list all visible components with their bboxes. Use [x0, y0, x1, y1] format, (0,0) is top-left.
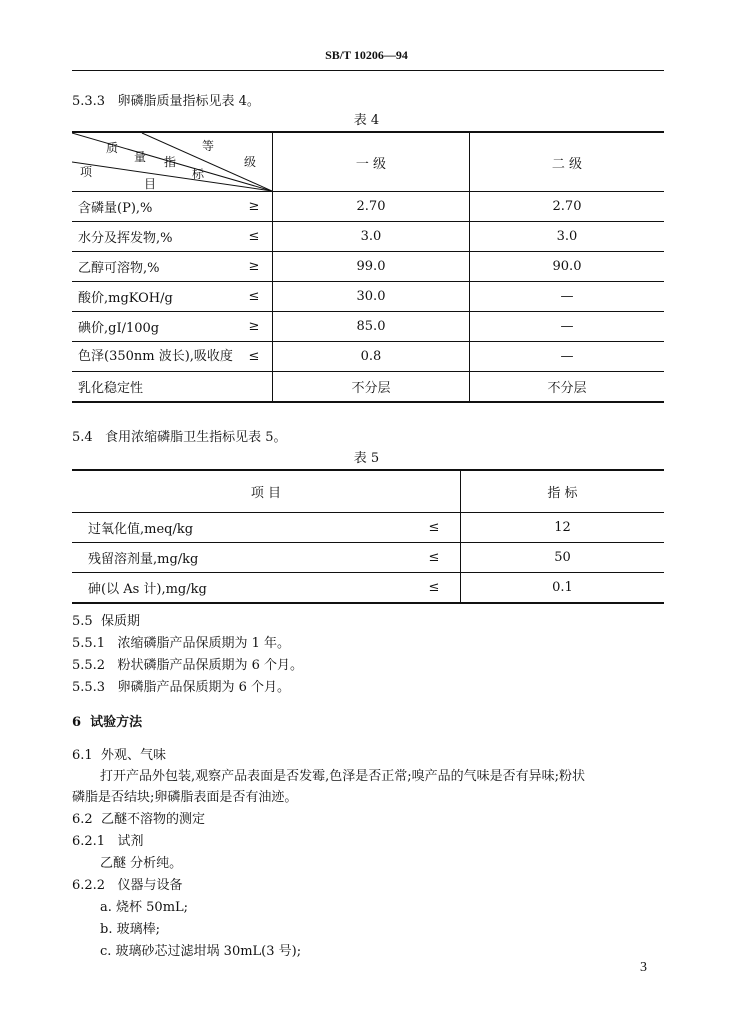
section-number: 6.2.1	[72, 834, 106, 849]
section-text: 卵磷脂质量指标见表 4。	[117, 94, 260, 109]
section-text: 浓缩磷脂产品保质期为 1 年。	[117, 636, 291, 651]
row-item: 过氧化值,meq/kg	[72, 513, 408, 543]
section-text: 卵磷脂产品保质期为 6 个月。	[117, 680, 291, 695]
row-item: 水分及挥发物,%	[72, 222, 236, 252]
table-row	[72, 513, 664, 543]
paragraph-line: 磷脂是否结块;卵磷脂表面是否有油迹。	[72, 790, 298, 805]
list-item: b. 玻璃棒;	[100, 922, 160, 937]
row-value: 50	[461, 543, 665, 573]
section-title: 仪器与设备	[117, 878, 183, 893]
row-grade-2: —	[470, 282, 665, 312]
row-sign: ≥	[236, 312, 273, 342]
table-row	[72, 573, 664, 604]
row-sign: ≤	[408, 513, 461, 543]
row-grade-1: 3.0	[273, 222, 470, 252]
column-item: 项 目	[72, 470, 461, 513]
section-title: 外观、气味	[100, 748, 166, 763]
table5-caption: 表 5	[353, 451, 380, 466]
section-title: 乙醚不溶物的测定	[100, 812, 205, 827]
row-grade-1: 85.0	[273, 312, 470, 342]
page-number: 3	[640, 960, 647, 975]
row-sign	[236, 372, 273, 403]
head-label-grade-a: 等	[202, 139, 215, 153]
table4-caption: 表 4	[353, 113, 380, 128]
paragraph-line: 乙醚 分析纯。	[100, 856, 183, 871]
list-item: c. 玻璃砂芯过滤坩埚 30mL(3 号);	[100, 944, 302, 959]
row-grade-1: 2.70	[273, 192, 470, 222]
row-sign: ≥	[236, 192, 273, 222]
section-5-3-3	[72, 90, 260, 109]
section-number: 6.2	[72, 812, 93, 827]
section-5-4	[72, 426, 287, 445]
row-grade-1: 0.8	[273, 342, 470, 372]
head-label-quality: 质	[106, 141, 119, 155]
section-text: 粉状磷脂产品保质期为 6 个月。	[117, 658, 304, 673]
row-item: 砷(以 As 计),mg/kg	[72, 573, 408, 604]
row-grade-2: 3.0	[470, 222, 665, 252]
row-grade-1: 99.0	[273, 252, 470, 282]
section-6-2-1	[72, 830, 144, 849]
table-row	[72, 282, 664, 312]
table-row	[72, 222, 664, 252]
section-number: 5.5.1	[72, 636, 106, 651]
section-6-1	[72, 744, 166, 763]
section-number: 5.5.2	[72, 658, 106, 673]
list-item: a. 烧杯 50mL;	[100, 900, 189, 915]
row-item: 碘价,gI/100g	[72, 312, 236, 342]
row-sign: ≤	[236, 282, 273, 312]
section-number: 5.5.3	[72, 680, 106, 695]
diagonal-header-cell	[72, 132, 273, 192]
row-item: 酸价,mgKOH/g	[72, 282, 236, 312]
table-row	[72, 252, 664, 282]
row-grade-2: —	[470, 342, 665, 372]
header-rule	[72, 70, 664, 71]
column-grade-1: 一 级	[273, 132, 470, 192]
row-value: 0.1	[461, 573, 665, 604]
head-label-item-a: 项	[80, 165, 93, 179]
section-number: 6.1	[72, 748, 93, 763]
row-item: 残留溶剂量,mg/kg	[72, 543, 408, 573]
section-number: 5.5	[72, 614, 93, 629]
table-row	[72, 312, 664, 342]
row-grade-2: 不分层	[470, 372, 665, 403]
table-row	[72, 372, 664, 403]
table-row	[72, 192, 664, 222]
section-title: 试剂	[117, 834, 144, 849]
row-sign: ≤	[236, 222, 273, 252]
head-label-indicator-b: 标	[192, 167, 205, 181]
table-row	[72, 342, 664, 372]
table-header-row	[72, 132, 664, 192]
section-number: 6	[72, 715, 82, 730]
column-value: 指 标	[461, 470, 665, 513]
column-grade-2: 二 级	[470, 132, 665, 192]
section-title: 试验方法	[90, 715, 143, 730]
head-label-indicator-a: 指	[164, 155, 177, 169]
head-label-quality2: 量	[134, 150, 147, 164]
section-text: 食用浓缩磷脂卫生指标见表 5。	[105, 430, 287, 445]
section-5-5-2	[72, 654, 303, 673]
row-sign: ≤	[236, 342, 273, 372]
section-number: 5.4	[72, 430, 93, 445]
row-sign: ≤	[408, 573, 461, 604]
table-header-row	[72, 470, 664, 513]
section-6-2-2	[72, 874, 183, 893]
section-5-5-1	[72, 632, 290, 651]
section-6	[72, 711, 142, 730]
head-label-grade-b: 级	[244, 155, 257, 169]
row-grade-2: 2.70	[470, 192, 665, 222]
row-sign: ≥	[236, 252, 273, 282]
row-item: 含磷量(P),%	[72, 192, 236, 222]
table-4	[72, 131, 664, 403]
row-grade-2: 90.0	[470, 252, 665, 282]
row-item: 乙醇可溶物,%	[72, 252, 236, 282]
row-grade-2: —	[470, 312, 665, 342]
table-row	[72, 543, 664, 573]
table-5	[72, 469, 664, 604]
page-header: SB/T 10206—94	[325, 48, 408, 62]
section-number: 6.2.2	[72, 878, 106, 893]
row-sign: ≤	[408, 543, 461, 573]
section-number: 5.3.3	[72, 94, 106, 109]
head-label-item-b: 目	[144, 177, 157, 191]
section-title: 保质期	[100, 614, 140, 629]
paragraph-line: 打开产品外包装,观察产品表面是否发霉,色泽是否正常;嗅产品的气味是否有异味;粉状	[100, 769, 586, 784]
row-item: 乳化稳定性	[72, 372, 236, 403]
section-6-2	[72, 808, 205, 827]
row-grade-1: 30.0	[273, 282, 470, 312]
section-5-5	[72, 610, 140, 629]
row-value: 12	[461, 513, 665, 543]
row-item: 色泽(350nm 波长),吸收度	[72, 342, 236, 372]
section-5-5-3	[72, 676, 290, 695]
row-grade-1: 不分层	[273, 372, 470, 403]
